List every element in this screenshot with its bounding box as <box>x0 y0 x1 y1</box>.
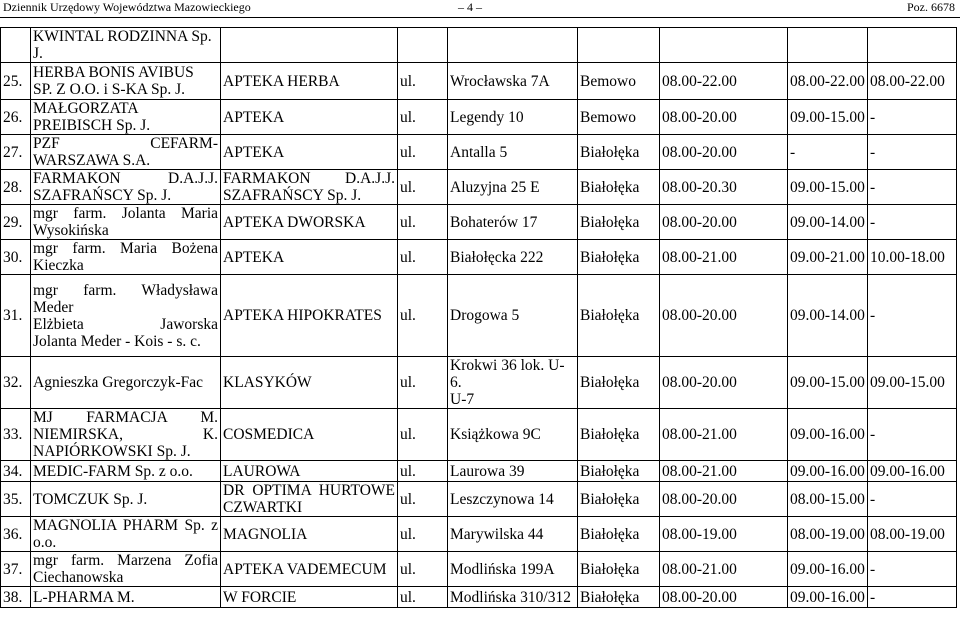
street-cell <box>448 275 578 357</box>
hours-saturday: 09.00-16.00 <box>788 552 868 587</box>
hours-weekday: 08.00-20.00 <box>660 482 788 517</box>
row-number: 38. <box>1 587 31 608</box>
pharmacy-table <box>0 27 957 608</box>
table-row <box>1 135 957 170</box>
street-cell-line: Modlińska 310/312 <box>450 588 571 606</box>
row-number: 27. <box>1 135 31 170</box>
row-number: 29. <box>1 205 31 240</box>
hours-sunday: 09.00-16.00 <box>868 461 957 482</box>
hours-weekday: 08.00-19.00 <box>660 517 788 552</box>
pharmacy-name-cell <box>221 461 398 482</box>
pharmacy-name-cell-line: APTEKA <box>223 143 285 161</box>
pharmacy-name-cell-line: SZAFRAŃSCY Sp. J. <box>223 187 362 204</box>
hours-sunday: - <box>868 135 957 170</box>
hours-saturday: 09.00-14.00 <box>788 275 868 357</box>
position-number: Poz. 6678 <box>907 0 955 14</box>
row-number: 37. <box>1 552 31 587</box>
street-cell <box>448 205 578 240</box>
street-prefix <box>398 28 448 63</box>
district-cell: Białołęka <box>578 461 660 482</box>
street-cell <box>448 552 578 587</box>
owner-cell <box>31 240 221 275</box>
owner-cell <box>31 135 221 170</box>
hours-saturday: 08.00-15.00 <box>788 482 868 517</box>
hours-weekday: 08.00-20.00 <box>660 135 788 170</box>
hours-weekday: 08.00-20.00 <box>660 357 788 409</box>
hours-weekday: 08.00-21.00 <box>660 461 788 482</box>
street-prefix: ul. <box>398 587 448 608</box>
street-cell-line: Drogowa 5 <box>450 307 520 324</box>
street-cell-line: Antalla 5 <box>450 143 508 161</box>
street-cell <box>448 63 578 100</box>
hours-weekday: 08.00-20.00 <box>660 205 788 240</box>
hours-sunday: - <box>868 170 957 205</box>
street-prefix: ul. <box>398 135 448 170</box>
street-cell <box>448 517 578 552</box>
hours-saturday: 09.00-15.00 <box>788 357 868 409</box>
owner-cell-line: Meder <box>33 298 74 316</box>
hours-sunday: - <box>868 482 957 517</box>
street-cell <box>448 482 578 517</box>
hours-saturday: 09.00-16.00 <box>788 461 868 482</box>
table-row <box>1 100 957 135</box>
owner-cell <box>31 587 221 608</box>
owner-cell-line: MJ FARMACJA M. <box>33 409 218 426</box>
street-cell <box>448 587 578 608</box>
owner-cell-line: mgr farm. Jolanta Maria <box>33 205 218 222</box>
street-cell-line: Książkowa 9C <box>450 426 541 443</box>
table-row <box>1 357 957 409</box>
owner-cell <box>31 409 221 461</box>
row-number: 26. <box>1 100 31 135</box>
hours-saturday: 09.00-14.00 <box>788 205 868 240</box>
district-cell: Białołęka <box>578 409 660 461</box>
owner-cell-line: TOMCZUK Sp. J. <box>33 490 148 508</box>
hours-weekday: 08.00-20.00 <box>660 100 788 135</box>
owner-cell <box>31 461 221 482</box>
street-prefix: ul. <box>398 409 448 461</box>
owner-cell-line: MEDIC-FARM Sp. z o.o. <box>33 462 193 480</box>
pharmacy-name-cell <box>221 482 398 517</box>
hours-weekday: 08.00-20.30 <box>660 170 788 205</box>
owner-cell-line: MAŁGORZATA <box>33 100 139 117</box>
table-row <box>1 552 957 587</box>
pharmacy-name-cell-line: APTEKA HERBA <box>223 72 340 90</box>
table-row <box>1 63 957 100</box>
street-cell-line: Aluzyjna 25 E <box>450 178 540 196</box>
owner-cell <box>31 63 221 100</box>
district-cell: Białołęka <box>578 552 660 587</box>
street-cell-line: Marywilska 44 <box>450 525 544 543</box>
owner-cell-line: HERBA BONIS AVIBUS <box>33 64 194 81</box>
district-cell: Białołęka <box>578 275 660 357</box>
street-cell <box>448 461 578 482</box>
district-cell: Białołęka <box>578 205 660 240</box>
pharmacy-name-cell <box>221 357 398 409</box>
owner-cell <box>31 100 221 135</box>
pharmacy-name-cell-line: APTEKA HIPOKRATES <box>223 307 382 324</box>
owner-cell-line: mgr farm. Maria Bożena <box>33 240 218 257</box>
owner-cell-line: NAPIÓRKOWSKI Sp. J. <box>33 443 191 460</box>
district-cell: Białołęka <box>578 240 660 275</box>
street-cell-line: Wrocławska 7A <box>450 72 550 90</box>
table-row <box>1 482 957 517</box>
pharmacy-name-cell-line: COSMEDICA <box>223 426 315 443</box>
hours-sunday: 08.00-22.00 <box>868 63 957 100</box>
row-number: 32. <box>1 357 31 409</box>
owner-cell-line: PREIBISCH Sp. J. <box>33 117 151 134</box>
owner-cell-line: L-PHARMA M. <box>33 588 135 606</box>
street-cell-line: Bohaterów 17 <box>450 213 538 231</box>
street-prefix: ul. <box>398 552 448 587</box>
pharmacy-name-cell <box>221 275 398 357</box>
hours-sunday: 09.00-15.00 <box>868 357 957 409</box>
pharmacy-name-cell <box>221 409 398 461</box>
hours-saturday: 09.00-16.00 <box>788 587 868 608</box>
hours-saturday: - <box>788 135 868 170</box>
street-cell <box>448 135 578 170</box>
pharmacy-name-cell-line: APTEKA <box>223 108 285 126</box>
hours-sunday: - <box>868 552 957 587</box>
street-cell <box>448 28 578 63</box>
owner-cell <box>31 357 221 409</box>
district-cell: Białołęka <box>578 357 660 409</box>
table-row <box>1 170 957 205</box>
pharmacy-name-cell <box>221 135 398 170</box>
owner-cell-line: J. <box>33 45 43 62</box>
street-cell-line: Krokwi 36 lok. U-6. <box>450 357 565 391</box>
owner-cell-line: Jolanta Meder - Kois - s. c. <box>33 332 201 350</box>
pharmacy-name-cell <box>221 100 398 135</box>
pharmacy-name-cell-line: LAUROWA <box>223 462 301 480</box>
owner-cell-line: Ciechanowska <box>33 569 124 586</box>
street-cell-line: Laurowa 39 <box>450 462 525 480</box>
row-number: 30. <box>1 240 31 275</box>
pharmacy-name-cell-line: MAGNOLIA <box>223 525 308 543</box>
hours-saturday: 09.00-16.00 <box>788 409 868 461</box>
pharmacy-name-cell-line: APTEKA VADEMECUM <box>223 560 387 578</box>
table-row <box>1 275 957 357</box>
owner-cell-line: Elżbieta Jaworska <box>33 315 218 333</box>
district-cell: Białołęka <box>578 517 660 552</box>
street-prefix: ul. <box>398 205 448 240</box>
owner-cell-line: Agnieszka Gregorczyk-Fac <box>33 374 203 391</box>
pharmacy-name-cell <box>221 587 398 608</box>
table-body <box>1 28 957 608</box>
street-cell-line: Legendy 10 <box>450 108 524 126</box>
owner-cell-line: PZF CEFARM- <box>33 135 218 152</box>
hours-weekday: 08.00-21.00 <box>660 240 788 275</box>
hours-saturday: 08.00-19.00 <box>788 517 868 552</box>
street-cell-line: U-7 <box>450 391 475 408</box>
owner-cell-line: SZAFRAŃSCY Sp. J. <box>33 187 172 204</box>
street-prefix: ul. <box>398 170 448 205</box>
owner-cell-line: MAGNOLIA PHARM Sp. z <box>33 517 218 534</box>
street-prefix: ul. <box>398 63 448 100</box>
row-number <box>1 28 31 63</box>
street-cell <box>448 170 578 205</box>
street-prefix: ul. <box>398 482 448 517</box>
hours-saturday: 09.00-15.00 <box>788 170 868 205</box>
pharmacy-name-cell <box>221 28 398 63</box>
district-cell: Bemowo <box>578 100 660 135</box>
owner-cell-line: mgr farm. Marzena Zofia <box>33 552 218 569</box>
owner-cell-line: FARMAKON D.A.J.J. <box>33 170 218 187</box>
hours-sunday: - <box>868 587 957 608</box>
hours-saturday: 09.00-15.00 <box>788 100 868 135</box>
hours-sunday: 10.00-18.00 <box>868 240 957 275</box>
table-row <box>1 205 957 240</box>
owner-cell <box>31 482 221 517</box>
pharmacy-name-cell-line: KLASYKÓW <box>223 374 312 391</box>
street-cell-line: Białołęcka 222 <box>450 248 544 266</box>
hours-weekday: 08.00-21.00 <box>660 552 788 587</box>
owner-cell-line: Wysokińska <box>33 222 109 239</box>
hours-sunday: - <box>868 275 957 357</box>
district-cell: Bemowo <box>578 63 660 100</box>
owner-cell <box>31 170 221 205</box>
street-cell <box>448 409 578 461</box>
street-prefix: ul. <box>398 517 448 552</box>
table-row <box>1 461 957 482</box>
hours-sunday: - <box>868 100 957 135</box>
table-row <box>1 517 957 552</box>
pharmacy-name-cell-line: APTEKA DWORSKA <box>223 213 366 231</box>
hours-weekday <box>660 28 788 63</box>
pharmacy-name-cell <box>221 205 398 240</box>
owner-cell <box>31 275 221 357</box>
pharmacy-name-cell <box>221 240 398 275</box>
pharmacy-name-cell-line: DR OPTIMA HURTOWE <box>223 482 395 499</box>
street-cell <box>448 100 578 135</box>
street-cell <box>448 240 578 275</box>
row-number: 28. <box>1 170 31 205</box>
owner-cell-line: KWINTAL RODZINNA Sp. <box>33 28 212 45</box>
hours-weekday: 08.00-21.00 <box>660 409 788 461</box>
pharmacy-name-cell-line: CZWARTKI <box>223 499 303 516</box>
owner-cell <box>31 517 221 552</box>
pharmacy-name-cell <box>221 170 398 205</box>
hours-sunday: - <box>868 205 957 240</box>
table-row <box>1 587 957 608</box>
street-cell-line: Modlińska 199A <box>450 560 555 578</box>
owner-cell-line: o.o. <box>33 534 57 551</box>
owner-cell-line: Kieczka <box>33 257 84 274</box>
hours-saturday <box>788 28 868 63</box>
district-cell <box>578 28 660 63</box>
street-prefix: ul. <box>398 240 448 275</box>
street-prefix: ul. <box>398 100 448 135</box>
table-row <box>1 240 957 275</box>
hours-sunday: 08.00-19.00 <box>868 517 957 552</box>
pharmacy-name-cell <box>221 63 398 100</box>
page-number: – 4 – <box>458 0 482 14</box>
district-cell: Białołęka <box>578 135 660 170</box>
hours-saturday: 09.00-21.00 <box>788 240 868 275</box>
hours-sunday: - <box>868 409 957 461</box>
page-header <box>0 0 960 18</box>
journal-title: Dziennik Urzędowy Województwa Mazowieckiego <box>3 0 251 14</box>
street-cell-line: Leszczynowa 14 <box>450 490 554 508</box>
hours-saturday: 08.00-22.00 <box>788 63 868 100</box>
street-prefix: ul. <box>398 461 448 482</box>
pharmacy-name-cell <box>221 552 398 587</box>
pharmacy-name-cell-line: APTEKA <box>223 248 285 266</box>
table-row <box>1 28 957 63</box>
owner-cell-line: SP. Z O.O. i S-KA Sp. J. <box>33 81 186 98</box>
row-number: 36. <box>1 517 31 552</box>
hours-weekday: 08.00-20.00 <box>660 587 788 608</box>
owner-cell <box>31 552 221 587</box>
owner-cell-line: NIEMIRSKA, K. <box>33 426 218 443</box>
pharmacy-name-cell <box>221 517 398 552</box>
row-number: 34. <box>1 461 31 482</box>
owner-cell <box>31 28 221 63</box>
table-row <box>1 409 957 461</box>
hours-weekday: 08.00-22.00 <box>660 63 788 100</box>
owner-cell-line: WARSZAWA S.A. <box>33 152 151 169</box>
district-cell: Białołęka <box>578 170 660 205</box>
row-number: 25. <box>1 63 31 100</box>
district-cell: Białołęka <box>578 482 660 517</box>
street-prefix: ul. <box>398 275 448 357</box>
street-prefix: ul. <box>398 357 448 409</box>
row-number: 33. <box>1 409 31 461</box>
owner-cell <box>31 205 221 240</box>
hours-sunday <box>868 28 957 63</box>
row-number: 35. <box>1 482 31 517</box>
hours-weekday: 08.00-20.00 <box>660 275 788 357</box>
street-cell <box>448 357 578 409</box>
row-number: 31. <box>1 275 31 357</box>
owner-cell-line: mgr farm. Władysława <box>33 281 218 299</box>
pharmacy-name-cell-line: FARMAKON D.A.J.J. <box>223 170 395 187</box>
pharmacy-name-cell-line: W FORCIE <box>223 588 297 606</box>
district-cell: Białołęka <box>578 587 660 608</box>
